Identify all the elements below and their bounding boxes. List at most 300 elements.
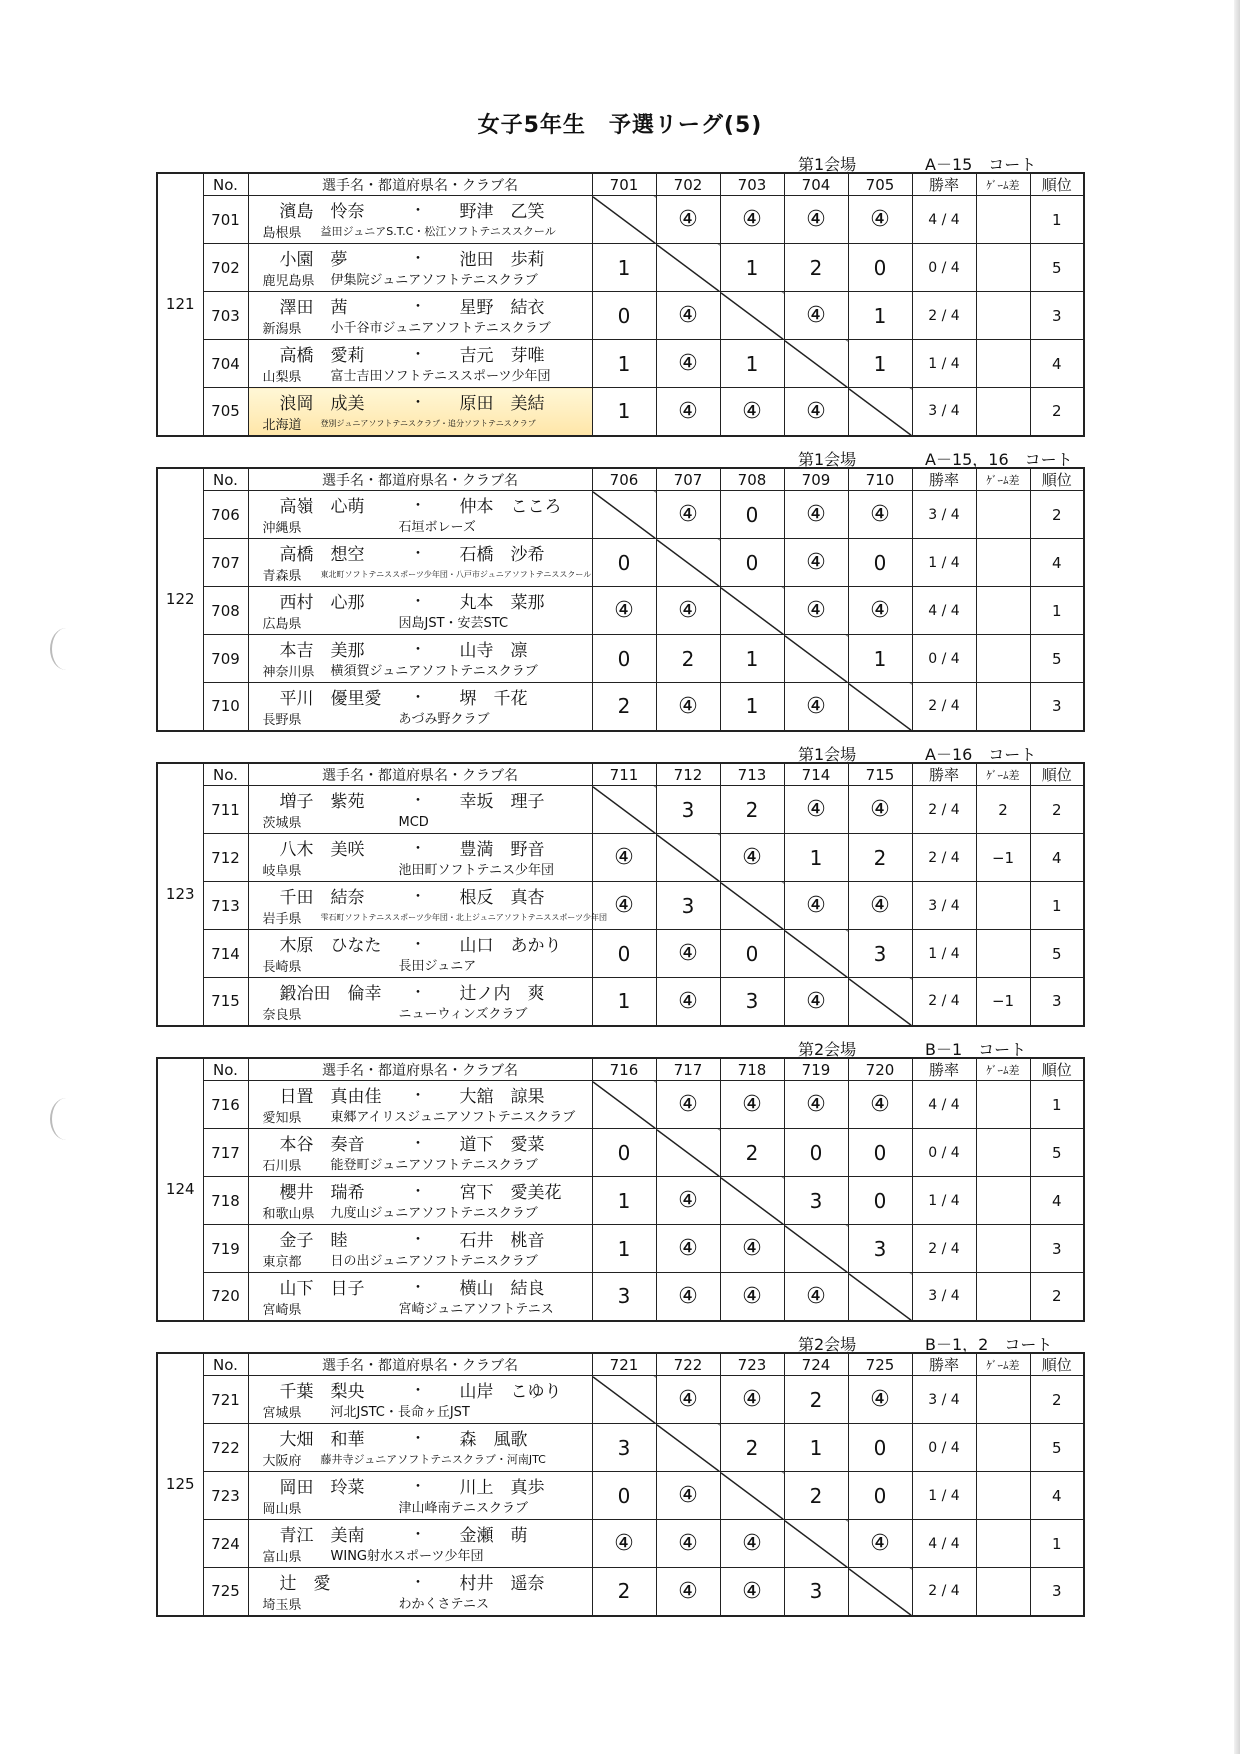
game-diff: [976, 1129, 1030, 1177]
header-opponent-no: 702: [656, 173, 720, 196]
self-match-cell: [848, 1273, 912, 1321]
table-row: [157, 388, 1084, 436]
score-cell: ④: [656, 1273, 720, 1321]
self-match-cell: [784, 1520, 848, 1568]
club-name: 登別ジュニアソフトテニスクラブ・追分ソフトテニスクラブ: [320, 418, 536, 428]
player-1-name: 澤田 茜: [279, 298, 348, 318]
rank: 3: [1030, 978, 1084, 1026]
score-cell: ④: [848, 196, 912, 244]
player-2-name: 道下 愛菜: [459, 1135, 545, 1155]
club-name: 富士吉田ソフトテニススポーツ少年団: [330, 369, 551, 384]
rank: 4: [1030, 834, 1084, 882]
header-opponent-no: 721: [592, 1353, 656, 1376]
score-cell: 0: [592, 539, 656, 587]
game-diff: [976, 1273, 1030, 1321]
player-2-name: 丸本 菜那: [459, 593, 545, 613]
prefecture: 和歌山県: [262, 1207, 315, 1222]
club-name: 小千谷市ジュニアソフトテニスクラブ: [330, 321, 551, 336]
separator-dot: ・: [410, 544, 426, 562]
club-name: 九度山ジュニアソフトテニスクラブ: [330, 1206, 538, 1221]
player-2-name: 宮下 愛美花: [459, 1183, 562, 1203]
self-match-cell: [848, 388, 912, 436]
score-cell: 1: [720, 683, 784, 731]
rank: 1: [1030, 1520, 1084, 1568]
header-opponent-no: 720: [848, 1058, 912, 1081]
venue-name: 第1会場: [798, 155, 857, 174]
score-cell: 2: [592, 683, 656, 731]
player-2-name: 川上 真歩: [459, 1478, 545, 1498]
rank: 2: [1030, 786, 1084, 834]
win-rate: 4 / 4: [912, 1081, 976, 1129]
game-diff: −1: [976, 978, 1030, 1026]
header-opponent-no: 710: [848, 468, 912, 491]
venue-court-label: [785, 1330, 1085, 1352]
win-rate: 1 / 4: [912, 1177, 976, 1225]
player-no: 719: [203, 1225, 248, 1273]
prefecture: 宮城県: [262, 1406, 302, 1421]
self-match-cell: [656, 244, 720, 292]
player-1-name: 青江 美南: [279, 1526, 365, 1546]
self-match-cell: [656, 834, 720, 882]
player-2-name: 山口 あかり: [459, 936, 562, 956]
player-1-name: 大畑 和華: [279, 1430, 365, 1450]
player-no: 725: [203, 1568, 248, 1616]
league-table: [156, 762, 1085, 1027]
prefecture: 島根県: [262, 226, 302, 241]
player-no: 709: [203, 635, 248, 683]
score-cell: 3: [656, 786, 720, 834]
league-table: [156, 172, 1085, 437]
score-cell: 0: [720, 930, 784, 978]
table-row: [157, 1225, 1084, 1273]
player-1-name: 鍛冶田 倫幸: [279, 984, 382, 1004]
table-row: [157, 340, 1084, 388]
court-name: A－16 コート: [925, 745, 1037, 764]
rank: 5: [1030, 244, 1084, 292]
prefecture: 奈良県: [262, 1007, 302, 1023]
player-pair: [248, 1177, 592, 1225]
venue-name: 第2会場: [798, 1335, 857, 1354]
player-2-name: 星野 結衣: [459, 298, 545, 318]
club-name: 東北町ソフトテニススポーツ少年団・八戸市ジュニアソフトテニススクール: [320, 570, 592, 579]
player-no: 704: [203, 340, 248, 388]
table-row: [157, 1273, 1084, 1321]
score-cell: 3: [656, 882, 720, 930]
header-opponent-no: 708: [720, 468, 784, 491]
player-2-name: 池田 歩莉: [459, 250, 545, 270]
separator-dot: ・: [410, 1182, 426, 1200]
rank: 2: [1030, 491, 1084, 539]
separator-dot: ・: [410, 297, 426, 315]
win-rate: 0 / 4: [912, 244, 976, 292]
game-diff: [976, 1081, 1030, 1129]
venue-name: 第1会場: [798, 450, 857, 469]
score-cell: ④: [784, 1081, 848, 1129]
header-opponent-no: 717: [656, 1058, 720, 1081]
separator-dot: ・: [410, 887, 426, 905]
score-cell: 1: [592, 244, 656, 292]
header-opponent-no: 704: [784, 173, 848, 196]
player-2-name: 森 風歌: [459, 1430, 528, 1450]
separator-dot: ・: [410, 249, 426, 267]
rank: 5: [1030, 930, 1084, 978]
score-cell: ④: [848, 491, 912, 539]
self-match-cell: [784, 1225, 848, 1273]
prefecture: 岡山県: [262, 1502, 302, 1517]
score-cell: 0: [848, 1177, 912, 1225]
player-2-name: 山寺 凛: [459, 641, 528, 661]
score-cell: 0: [592, 930, 656, 978]
player-1-name: 高橋 想空: [279, 545, 365, 565]
prefecture: 大阪府: [262, 1454, 302, 1469]
score-cell: ④: [656, 1225, 720, 1273]
win-rate: 2 / 4: [912, 1568, 976, 1616]
player-pair: [248, 1081, 592, 1129]
header-opponent-no: 712: [656, 763, 720, 786]
header-opponent-no: 722: [656, 1353, 720, 1376]
player-2-name: 石井 桃音: [459, 1231, 545, 1251]
score-cell: 1: [592, 1225, 656, 1273]
header-win-rate: 勝率: [912, 1058, 976, 1081]
player-1-name: 増子 紫苑: [279, 792, 365, 812]
score-cell: 1: [848, 340, 912, 388]
club-name: 東郷アイリスジュニアソフトテニスクラブ: [330, 1110, 576, 1125]
score-cell: ④: [784, 491, 848, 539]
table-row: [157, 1177, 1084, 1225]
score-cell: 0: [720, 491, 784, 539]
score-cell: ④: [784, 786, 848, 834]
player-1-name: 小園 夢: [279, 250, 348, 270]
score-cell: 0: [592, 292, 656, 340]
player-1-name: 日置 真由佳: [279, 1087, 382, 1107]
table-row: [157, 539, 1084, 587]
court-name: B－1 コート: [925, 1040, 1027, 1059]
score-cell: 0: [784, 1129, 848, 1177]
score-cell: 0: [848, 1129, 912, 1177]
rank: 5: [1030, 635, 1084, 683]
self-match-cell: [592, 1081, 656, 1129]
score-cell: ④: [656, 1177, 720, 1225]
score-cell: ④: [656, 292, 720, 340]
win-rate: 1 / 4: [912, 1472, 976, 1520]
player-2-name: 堺 千花: [459, 689, 528, 709]
punch-hole-mark: [50, 628, 82, 670]
venue-court-label: [785, 740, 1085, 762]
score-cell: ④: [656, 340, 720, 388]
rank: 1: [1030, 196, 1084, 244]
league-table: [156, 467, 1085, 732]
rank: 3: [1030, 1568, 1084, 1616]
score-cell: ④: [848, 882, 912, 930]
separator-dot: ・: [410, 1278, 426, 1296]
game-diff: [976, 491, 1030, 539]
player-no: 702: [203, 244, 248, 292]
score-cell: 3: [784, 1568, 848, 1616]
score-cell: ④: [784, 587, 848, 635]
header-names: 選手名・都道府県名・クラブ名: [248, 763, 592, 786]
player-no: 712: [203, 834, 248, 882]
win-rate: 0 / 4: [912, 1424, 976, 1472]
win-rate: 3 / 4: [912, 1273, 976, 1321]
self-match-cell: [720, 292, 784, 340]
player-2-name: 村井 遥奈: [459, 1574, 545, 1594]
score-cell: ④: [656, 196, 720, 244]
self-match-cell: [720, 1177, 784, 1225]
player-pair: [248, 587, 592, 635]
score-cell: ④: [784, 388, 848, 436]
venue-name: 第1会場: [798, 745, 857, 764]
score-cell: ④: [592, 834, 656, 882]
score-cell: ④: [784, 1273, 848, 1321]
player-2-name: 原田 美結: [459, 394, 545, 414]
prefecture: 愛知県: [262, 1111, 302, 1126]
header-opponent-no: 713: [720, 763, 784, 786]
win-rate: 2 / 4: [912, 978, 976, 1026]
table-row: [157, 1472, 1084, 1520]
header-opponent-no: 724: [784, 1353, 848, 1376]
table-row: [157, 786, 1084, 834]
score-cell: 1: [592, 978, 656, 1026]
table-row: [157, 1568, 1084, 1616]
prefecture: 鹿児島県: [262, 274, 315, 289]
club-name: WING射水スポーツ少年団: [330, 1549, 484, 1564]
win-rate: 3 / 4: [912, 882, 976, 930]
club-name: MCD: [398, 815, 429, 830]
table-row: [157, 635, 1084, 683]
win-rate: 2 / 4: [912, 683, 976, 731]
player-1-name: 本吉 美那: [279, 641, 365, 661]
score-cell: ④: [592, 587, 656, 635]
prefecture: 青森県: [262, 569, 302, 584]
group-number: 123: [157, 763, 203, 1026]
score-cell: 1: [720, 340, 784, 388]
player-no: 701: [203, 196, 248, 244]
header-names: 選手名・都道府県名・クラブ名: [248, 1058, 592, 1081]
self-match-cell: [720, 587, 784, 635]
header-rank: 順位: [1030, 1353, 1084, 1376]
club-name: 河北JSTC・長命ヶ丘JST: [330, 1405, 470, 1420]
separator-dot: ・: [410, 935, 426, 953]
scan-edge: [1234, 0, 1240, 1754]
player-pair: [248, 978, 592, 1026]
header-no: No.: [203, 173, 248, 196]
separator-dot: ・: [410, 345, 426, 363]
self-match-cell: [656, 539, 720, 587]
club-name: 長田ジュニア: [398, 959, 477, 974]
win-rate: 1 / 4: [912, 539, 976, 587]
player-no: 705: [203, 388, 248, 436]
game-diff: [976, 1177, 1030, 1225]
player-1-name: 高嶺 心萌: [279, 497, 365, 517]
venue-court-label: [785, 1035, 1085, 1057]
rank: 1: [1030, 587, 1084, 635]
player-pair: [248, 1568, 592, 1616]
separator-dot: ・: [410, 1429, 426, 1447]
club-name: ニューウィンズクラブ: [398, 1006, 528, 1022]
player-2-name: 横山 結良: [459, 1279, 545, 1299]
prefecture: 富山県: [262, 1550, 302, 1565]
header-opponent-no: 716: [592, 1058, 656, 1081]
court-name: A－15 コート: [925, 155, 1037, 174]
self-match-cell: [848, 683, 912, 731]
win-rate: 3 / 4: [912, 1376, 976, 1424]
header-opponent-no: 707: [656, 468, 720, 491]
score-cell: 0: [848, 244, 912, 292]
header-win-rate: 勝率: [912, 1353, 976, 1376]
prefecture: 東京都: [262, 1255, 302, 1270]
prefecture: 沖縄県: [262, 521, 302, 536]
score-cell: ④: [848, 1081, 912, 1129]
win-rate: 0 / 4: [912, 1129, 976, 1177]
player-pair: [248, 635, 592, 683]
player-2-name: 根反 真杏: [459, 888, 545, 908]
win-rate: 2 / 4: [912, 1225, 976, 1273]
player-2-name: 吉元 芽唯: [459, 346, 545, 366]
separator-dot: ・: [410, 1573, 426, 1591]
separator-dot: ・: [410, 839, 426, 857]
club-name: 日の出ジュニアソフトテニスクラブ: [330, 1254, 538, 1269]
win-rate: 4 / 4: [912, 1520, 976, 1568]
score-cell: 2: [784, 244, 848, 292]
table-row: [157, 1424, 1084, 1472]
player-no: 708: [203, 587, 248, 635]
score-cell: ④: [656, 1081, 720, 1129]
separator-dot: ・: [410, 983, 426, 1001]
player-1-name: 辻 愛: [279, 1574, 331, 1594]
player-2-name: 金瀬 萌: [459, 1526, 528, 1546]
win-rate: 2 / 4: [912, 292, 976, 340]
player-no: 714: [203, 930, 248, 978]
header-opponent-no: 705: [848, 173, 912, 196]
score-cell: ④: [656, 683, 720, 731]
header-opponent-no: 701: [592, 173, 656, 196]
table-row: [157, 1376, 1084, 1424]
prefecture: 茨城県: [262, 816, 302, 831]
header-opponent-no: 718: [720, 1058, 784, 1081]
player-1-name: 高橋 愛莉: [279, 346, 365, 366]
player-1-name: 山下 日子: [279, 1279, 365, 1299]
game-diff: −1: [976, 834, 1030, 882]
player-no: 721: [203, 1376, 248, 1424]
header-win-rate: 勝率: [912, 763, 976, 786]
prefecture: 岩手県: [262, 912, 302, 927]
win-rate: 4 / 4: [912, 196, 976, 244]
player-pair: [248, 388, 592, 436]
table-header-row: [157, 1353, 1084, 1376]
game-diff: [976, 292, 1030, 340]
club-name: わかくさテニス: [398, 1596, 489, 1612]
table-row: [157, 244, 1084, 292]
game-diff: [976, 587, 1030, 635]
player-pair: [248, 1472, 592, 1520]
game-diff: [976, 1225, 1030, 1273]
score-cell: ④: [784, 196, 848, 244]
score-cell: 2: [784, 1472, 848, 1520]
player-no: 710: [203, 683, 248, 731]
league-table: [156, 1352, 1085, 1617]
header-opponent-no: 714: [784, 763, 848, 786]
separator-dot: ・: [410, 791, 426, 809]
group-number: 125: [157, 1353, 203, 1616]
game-diff: [976, 196, 1030, 244]
rank: 2: [1030, 388, 1084, 436]
player-1-name: 浪岡 成美: [279, 394, 365, 414]
score-cell: ④: [592, 1520, 656, 1568]
header-game-diff: ｹﾞｰﾑ差: [976, 763, 1030, 786]
player-2-name: 仲本 こころ: [459, 497, 562, 517]
rank: 4: [1030, 340, 1084, 388]
separator-dot: ・: [410, 1230, 426, 1248]
score-cell: ④: [656, 1568, 720, 1616]
venue-court-label: [785, 445, 1085, 467]
prefecture: 宮崎県: [262, 1302, 302, 1318]
venue-court-label: [785, 150, 1085, 172]
win-rate: 2 / 4: [912, 786, 976, 834]
player-pair: [248, 292, 592, 340]
player-pair: [248, 834, 592, 882]
player-pair: [248, 1520, 592, 1568]
score-cell: 3: [592, 1273, 656, 1321]
league-table: [156, 1057, 1085, 1322]
player-pair: [248, 1424, 592, 1472]
score-cell: ④: [784, 683, 848, 731]
score-cell: ④: [720, 1225, 784, 1273]
rank: 2: [1030, 1376, 1084, 1424]
header-win-rate: 勝率: [912, 173, 976, 196]
prefecture: 岐阜県: [262, 864, 302, 879]
rank: 1: [1030, 882, 1084, 930]
self-match-cell: [592, 491, 656, 539]
court-name: B－1，2 コート: [925, 1335, 1053, 1354]
player-2-name: 辻ノ内 爽: [459, 984, 545, 1004]
player-1-name: 木原 ひなた: [279, 936, 382, 956]
header-names: 選手名・都道府県名・クラブ名: [248, 173, 592, 196]
score-cell: ④: [720, 1273, 784, 1321]
self-match-cell: [784, 340, 848, 388]
player-pair: [248, 1376, 592, 1424]
player-no: 720: [203, 1273, 248, 1321]
header-opponent-no: 711: [592, 763, 656, 786]
score-cell: 3: [784, 1177, 848, 1225]
player-pair: [248, 882, 608, 930]
header-no: No.: [203, 763, 248, 786]
prefecture: 神奈川県: [262, 665, 315, 680]
score-cell: ④: [720, 196, 784, 244]
header-no: No.: [203, 468, 248, 491]
score-cell: ④: [656, 388, 720, 436]
game-diff: [976, 1520, 1030, 1568]
score-cell: 2: [720, 786, 784, 834]
club-name: あづみ野クラブ: [398, 711, 490, 727]
rank: 3: [1030, 292, 1084, 340]
self-match-cell: [720, 1472, 784, 1520]
rank: 5: [1030, 1129, 1084, 1177]
win-rate: 3 / 4: [912, 491, 976, 539]
game-diff: [976, 1568, 1030, 1616]
header-rank: 順位: [1030, 763, 1084, 786]
player-1-name: 金子 睦: [279, 1231, 348, 1251]
score-cell: 3: [720, 978, 784, 1026]
score-cell: 1: [592, 388, 656, 436]
score-cell: 0: [592, 635, 656, 683]
player-no: 707: [203, 539, 248, 587]
score-cell: ④: [848, 587, 912, 635]
table-row: [157, 1520, 1084, 1568]
player-no: 703: [203, 292, 248, 340]
header-game-diff: ｹﾞｰﾑ差: [976, 173, 1030, 196]
header-opponent-no: 715: [848, 763, 912, 786]
separator-dot: ・: [410, 496, 426, 514]
